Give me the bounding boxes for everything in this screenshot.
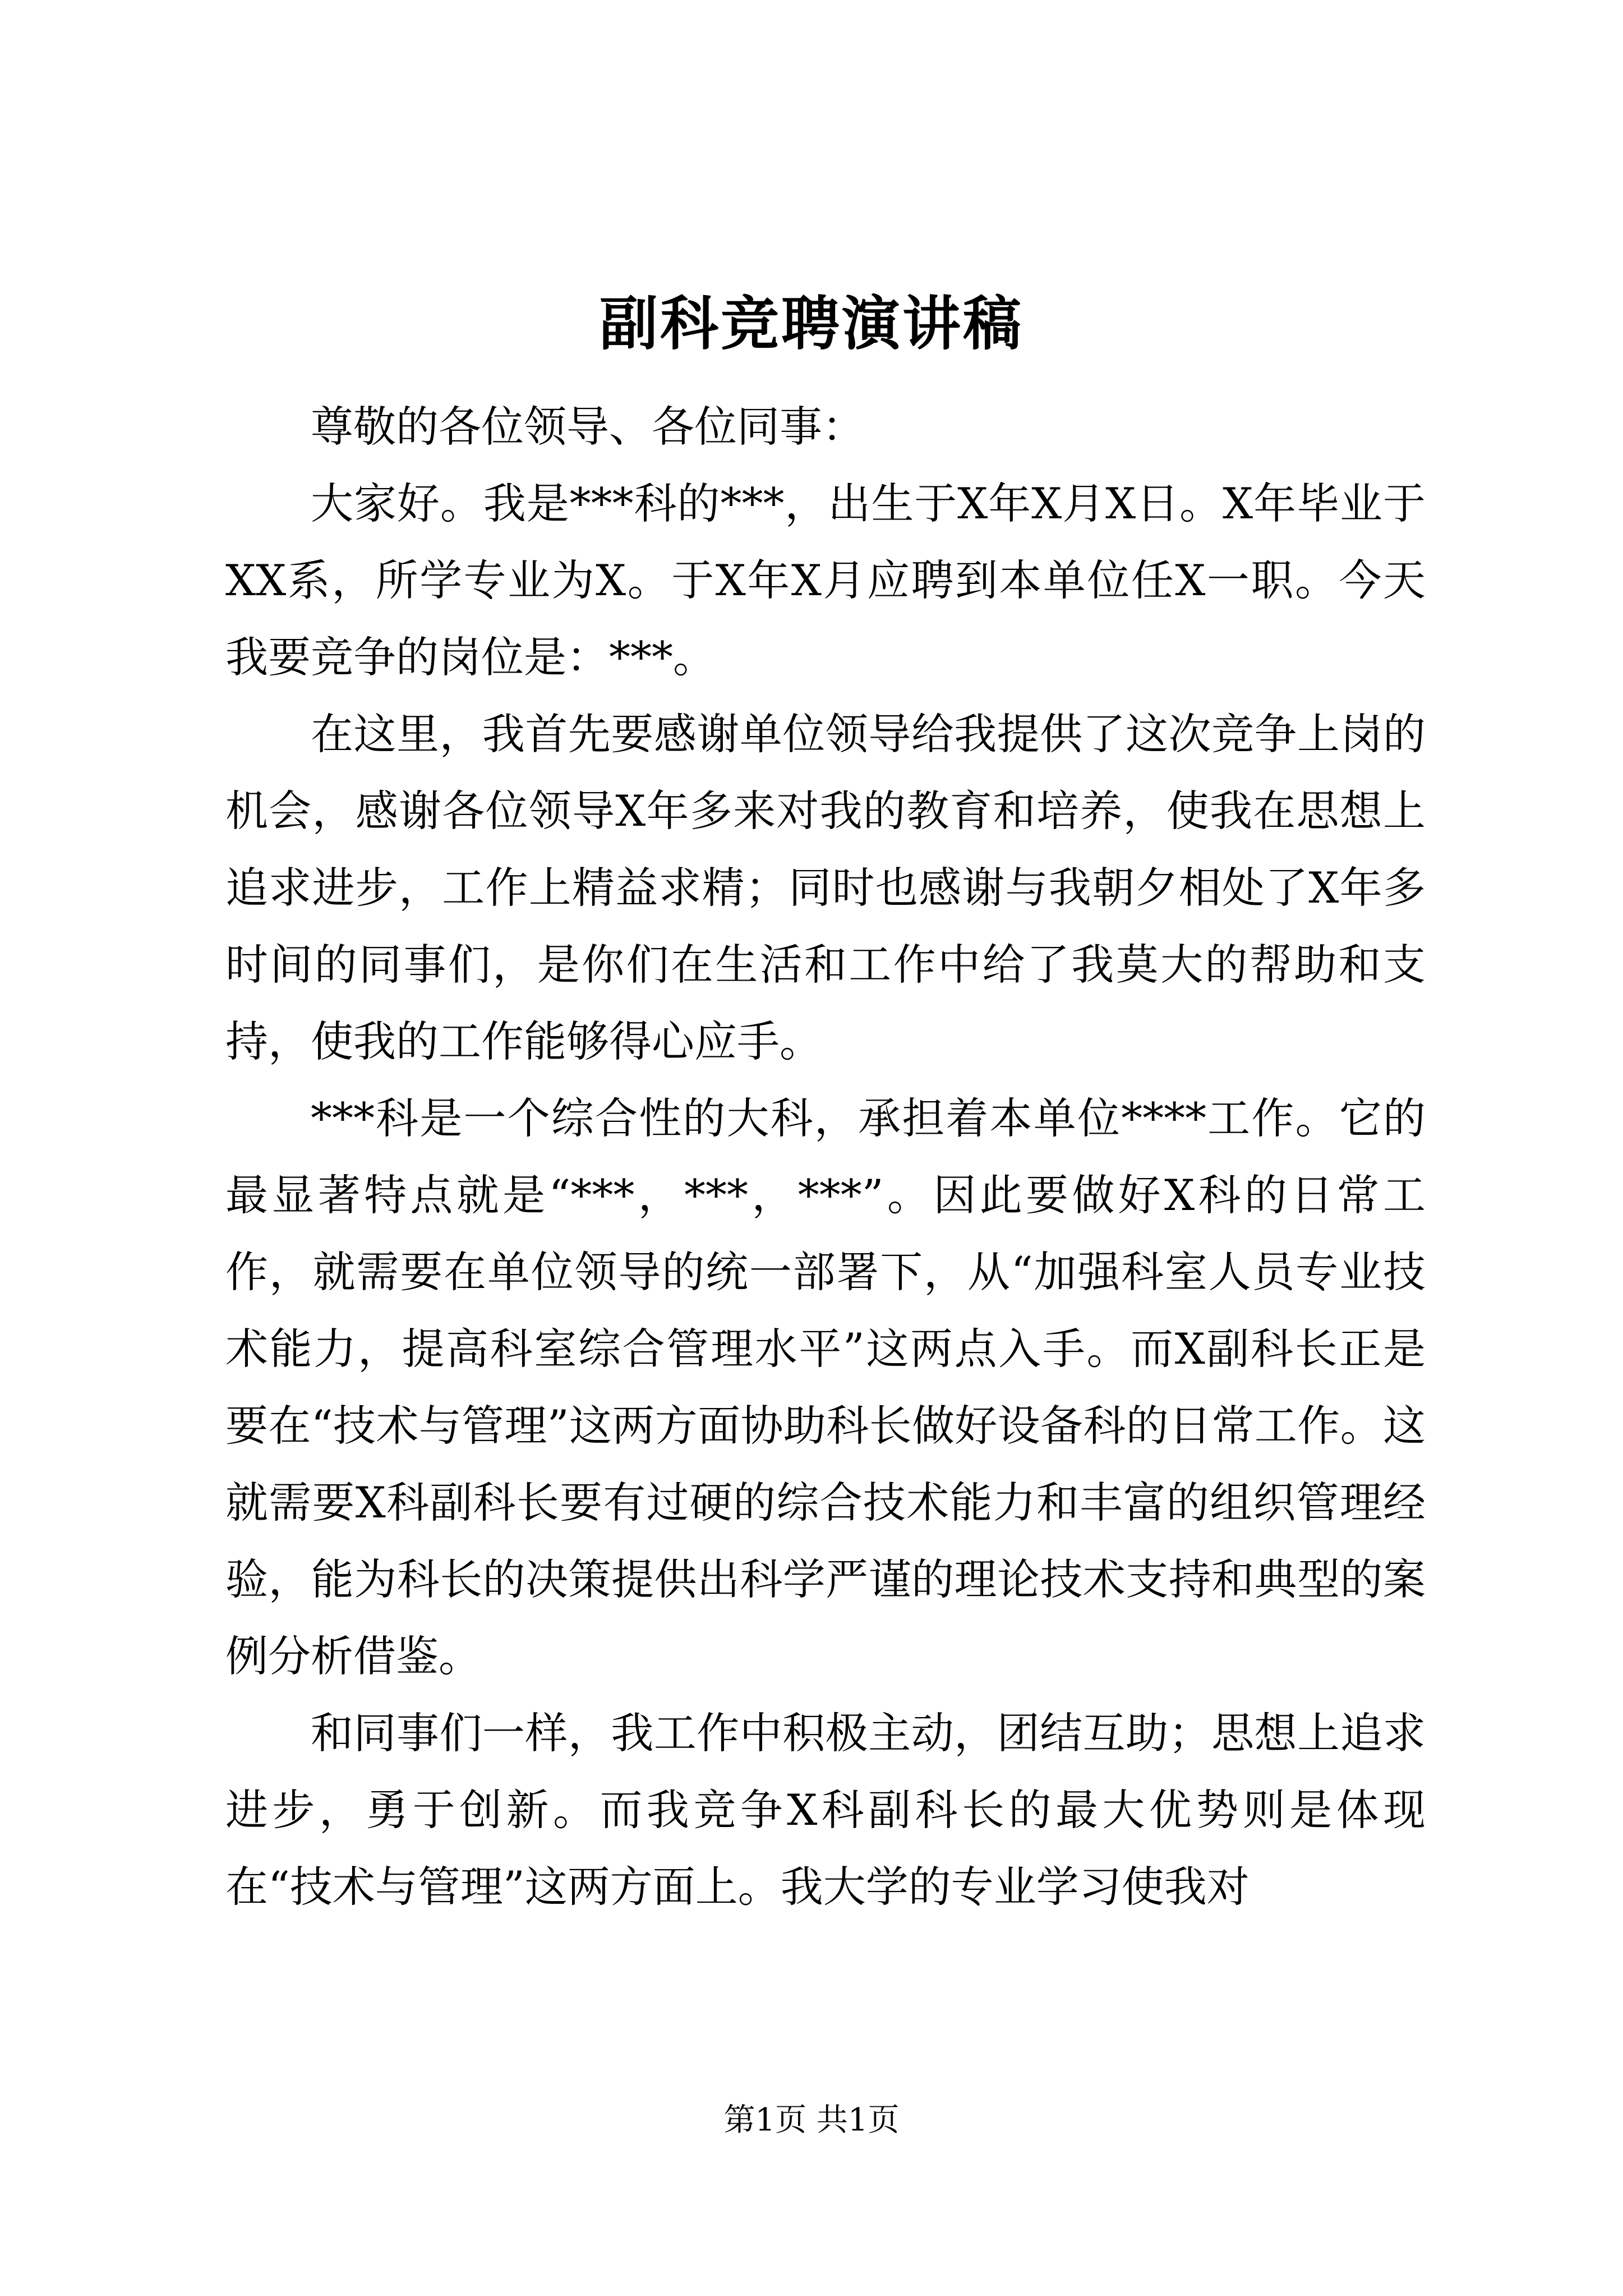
page-footer: 第1页 共1页 bbox=[723, 2102, 900, 2138]
paragraph-thanks: 在这里，我首先要感谢单位领导给我提供了这次竞争上岗的机会，感谢各位领导X年多来对我的教育和培养，使我在思想上追求进步，工作上精益求精；同时也感谢与我朝夕相处了X年多时间的同事们，是你们在生活和工作中给了我莫大的帮助和支持，使我的工作能够得心应手。 bbox=[225, 709, 1426, 1066]
paragraph-advantages: 和同事们一样，我工作中积极主动，团结互助；思想上追求进步，勇于创新。而我竞争X科副科长的最大优势则是体现在“技术与管理”这两方面上。我大学的专业学习使我对 bbox=[225, 1708, 1426, 1912]
paragraph-salutation: 尊敬的各位领导、各位同事： bbox=[311, 402, 865, 452]
paragraph-department-description: ***科是一个综合性的大科，承担着本单位****工作。它的最显著特点就是“***，***，***”。因此要做好X科的日常工作，就需要在单位领导的统一部署下，从“加强科室人员专业技术能力，提高科室综合管理水平”这两点入手。而X副科长正是要在“技术与管理”这两方面协助科长做好设备科的日常工作。这就需要X科副科长要有过硬的综合技术能力和丰富的组织管理经验，能为科长的决策提供出科学严谨的理论技术支持和典型的案例分析借鉴。 bbox=[225, 1093, 1426, 1681]
document-title: 副科竞聘演讲稿 bbox=[599, 289, 1023, 358]
paragraph-introduction: 大家好。我是***科的***，出生于X年X月X日。X年毕业于XX系，所学专业为X。于X年X月应聘到本单位任X一职。今天我要竞争的岗位是：***。 bbox=[225, 478, 1426, 682]
document-body bbox=[225, 388, 1426, 1925]
